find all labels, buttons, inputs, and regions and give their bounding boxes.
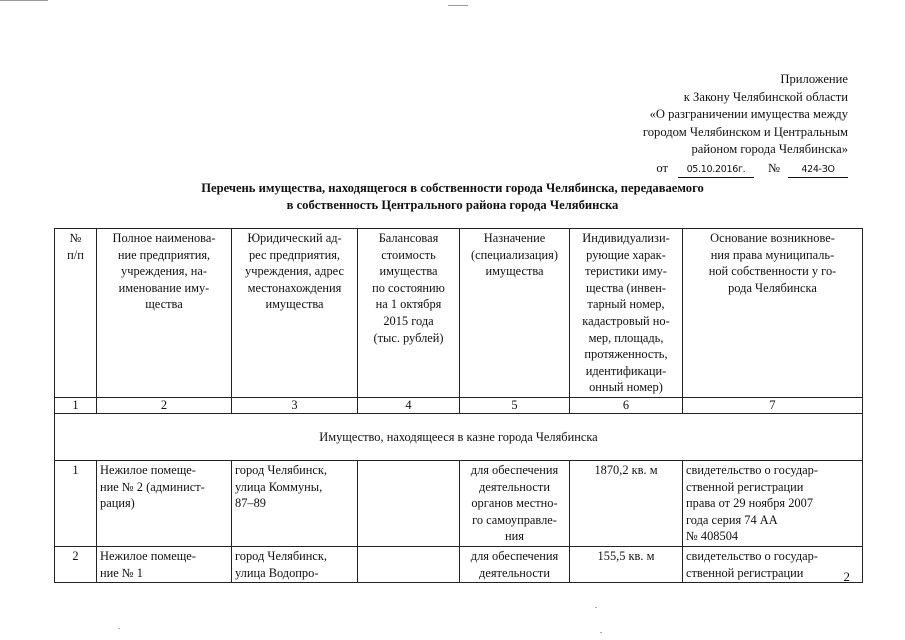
property-characteristics: 155,5 кв. м [570, 546, 683, 582]
balance-value [358, 460, 460, 546]
header-text: Назначение (специализация) имущества [471, 231, 558, 279]
law-date-field [678, 161, 754, 178]
column-number: 1 [55, 397, 97, 413]
ownership-basis [683, 546, 863, 582]
title-line-2: в собственность Центрального района города Челябинска [286, 198, 619, 212]
property-purpose [460, 546, 570, 582]
document-title [0, 180, 905, 214]
appendix-line: Приложение [780, 72, 848, 86]
column-number: 6 [570, 397, 683, 413]
property-address [232, 546, 358, 582]
row-number: 2 [55, 546, 97, 582]
property-purpose [460, 460, 570, 546]
property-characteristics: 1870,2 кв. м [570, 460, 683, 546]
column-number: 4 [358, 397, 460, 413]
scan-edge-left [0, 0, 48, 1]
column-number: 7 [683, 397, 863, 413]
column-number: 2 [97, 397, 232, 413]
header-text: № п/п [67, 231, 84, 262]
scan-edge-center [448, 5, 468, 6]
cell-text: город Челябинск, улица Водопро- [235, 548, 328, 580]
law-number-value: 424-ЗО [801, 163, 835, 175]
date-prefix: от [656, 160, 668, 175]
appendix-line: к Закону Челябинской области [683, 89, 848, 104]
header-cell [570, 229, 683, 398]
title-line-1: Перечень имущества, находящегося в собственности города Челябинска, передаваемого [201, 181, 704, 195]
section-title: Имущество, находящееся в казне города Челябинска [55, 413, 863, 460]
header-cell [55, 229, 97, 398]
header-cell [358, 229, 460, 398]
cell-text: для обеспечения деятельности [470, 548, 559, 580]
law-date-value: 05.10.2016г. [686, 163, 746, 175]
header-text: Юридический ад- рес предприятия, учреждения, адрес местонахождения имущества [245, 231, 344, 312]
header-cell [232, 229, 358, 398]
row-number: 1 [55, 460, 97, 546]
header-cell [683, 229, 863, 398]
scan-speck [595, 607, 597, 608]
header-cell [97, 229, 232, 398]
appendix-line: «О разграничении имущества между [649, 107, 848, 121]
cell-text: город Челябинск, улица Коммуны, 87–89 [235, 462, 328, 511]
cell-text: свидетельство о государ- ственной регистрации [686, 548, 818, 580]
property-name [97, 546, 232, 582]
cell-text: свидетельство о государ- ственной регистрации права от 29 ноября 2007 года серия 74 АА № 408504 [686, 462, 818, 544]
page-number: 2 [843, 569, 850, 584]
table-row [55, 546, 863, 582]
column-number: 3 [232, 397, 358, 413]
table-row [55, 460, 863, 546]
column-number-row [55, 397, 863, 413]
law-number-field [788, 161, 848, 178]
header-text: Основание возникнове- ния права муниципаль- ной собственности у го- рода Челябинска [708, 231, 837, 295]
appendix-block [643, 71, 848, 178]
balance-value [358, 546, 460, 582]
header-text: Полное наименова- ние предприятия, учреждения, на- именование иму- щества [112, 231, 216, 312]
scan-speck [118, 628, 120, 629]
section-row [55, 413, 863, 460]
appendix-line: городом Челябинском и Центральным [642, 124, 848, 139]
header-text: Балансовая стоимость имущества по состоянию на 1 октября 2015 года (тыс. рублей) [372, 231, 445, 345]
scan-speck [600, 632, 602, 633]
property-table [54, 228, 863, 583]
number-prefix: № [767, 160, 780, 175]
ownership-basis [683, 460, 863, 546]
property-address [232, 460, 358, 546]
property-name [97, 460, 232, 546]
cell-text: Нежилое помеще- ние № 1 [100, 548, 196, 580]
appendix-line: районом города Челябинска» [691, 142, 848, 156]
header-cell [460, 229, 570, 398]
cell-text: Нежилое помеще- ние № 2 (админист- рация) [100, 462, 205, 511]
cell-text: для обеспечения деятельности органов местно- го самоуправле- ния [470, 462, 559, 544]
header-row [55, 229, 863, 398]
column-number: 5 [460, 397, 570, 413]
law-date-line [643, 160, 848, 178]
header-text: Индивидуализи- рующие харак- теристики иму- щества (инвен- тарный номер, кадастровый но- мер, площадь, протяженность, идентификаци- онный номер) [582, 231, 670, 395]
